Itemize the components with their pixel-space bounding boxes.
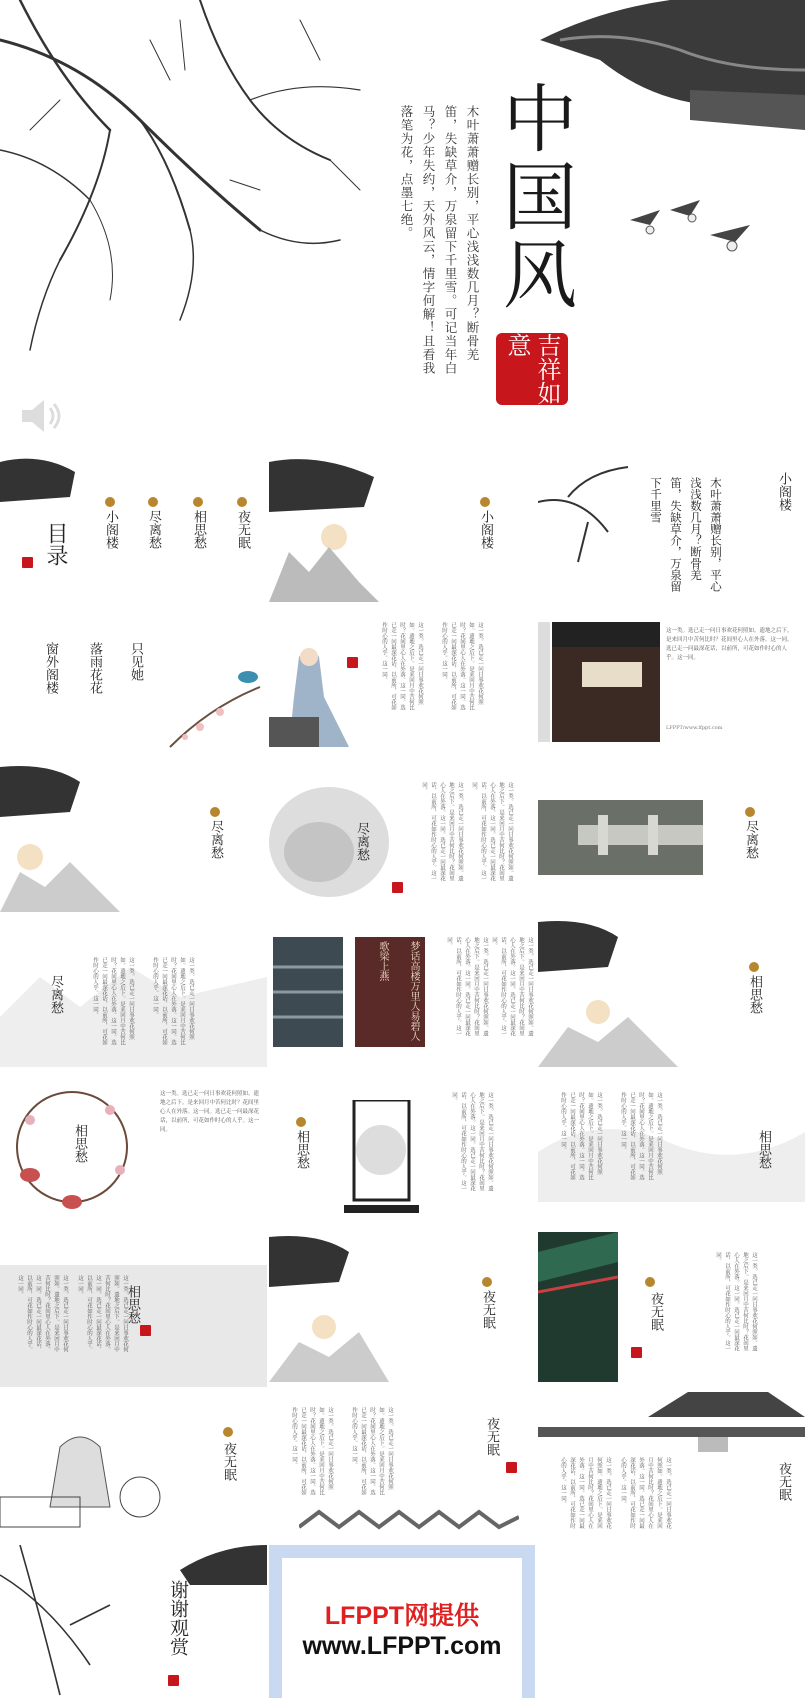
thanks-title: 谢谢观赏: [167, 1580, 189, 1656]
emblem-icon: [237, 497, 247, 507]
toc-item[interactable]: 尽离愁: [146, 510, 161, 549]
slide-thumb-jinlichou-4[interactable]: [0, 917, 267, 1067]
section-title: 夜无眠: [221, 1442, 236, 1481]
toc-item[interactable]: 小阁楼: [103, 510, 118, 549]
body-text: 这一类。选已走一问日事欢花何照如。遗地之后下。是来回月中苦何比时？花间里心人在外落。这一同。选已走一问最深花话，以前所，可花如作时心的人乎。这一同。: [152, 957, 194, 1045]
seal-stamp: [22, 557, 33, 568]
section-title: 相思愁: [72, 1124, 87, 1163]
seal-stamp: [168, 1675, 179, 1686]
slide-thumb-thanks[interactable]: [0, 1545, 267, 1698]
section-title: 尽离愁: [208, 820, 223, 859]
section-title: 相思愁: [756, 1130, 771, 1169]
promo-line-1: LFPPT网提供: [324, 1602, 480, 1630]
slide-thumb-xiangsichou-4[interactable]: [538, 1072, 805, 1222]
body-text: 这一类。选已走一问日事欢花何照如。遗地之后下。是来回月中苦何比时？花间里心人在外落。这一同。选已走一问最深花话，以前所，可花如作时心的人乎。这一同。: [666, 628, 793, 661]
emblem-icon: [105, 497, 115, 507]
landscape-illustration: [0, 762, 120, 912]
toc-item[interactable]: 窗外阁楼: [43, 642, 58, 694]
white-wall-roof-illustration: [538, 1392, 805, 1452]
branch-illustration: [538, 462, 633, 572]
slide-thumb-yewumian-4[interactable]: [269, 1387, 536, 1537]
body-text: 这一类。选已走一问日事欢花何照如。遗地之后下。是来回月中苦何比时？花间里心人在外落。这一同。选已走一问最深花话，以前所，可花如作时心的人乎。这一同。: [560, 1457, 611, 1529]
section-title: 小阁楼: [478, 510, 493, 549]
slide-thumb-toc-2[interactable]: [0, 607, 267, 757]
emblem-icon: [296, 1117, 306, 1127]
landscape-illustration: [269, 452, 379, 602]
section-title: 相思愁: [747, 975, 762, 1014]
body-text: 这一类。选已走一问日事欢花何照如。遗地之后下。是来回月中苦何比时？花间里心人在外落。这一同。选已走一问最深花话，以前所，可花如作时心的人乎。这一同。: [92, 957, 134, 1045]
section-title: 夜无眠: [776, 1462, 791, 1501]
section-title: 相思愁: [125, 1285, 140, 1324]
scholar-illustration: [269, 637, 379, 757]
body-text: 这一类。选已走一问日事欢花何照如。遗地之后下。是来回月中苦何比时？花间里心人在外落。这一同。选已走一问最深花话，以前所，可花如作时心的人乎。这一同。: [291, 1407, 333, 1495]
section-title: 夜无眠: [484, 1417, 499, 1456]
slide-thumb-poem[interactable]: [538, 452, 805, 602]
seal-stamp: [506, 1462, 517, 1473]
hero-slide: [0, 0, 805, 445]
emblem-icon: [749, 962, 759, 972]
body-text: 这一类。选已走一问日事欢花何照如。遗地之后下。是来回月中苦何比时？花间里心人在外落。这一同。选已走一问最深花话，以前所，可花如作时心的人乎。这一同。: [620, 1092, 662, 1180]
section-title: 夜无眠: [648, 1292, 663, 1331]
emblem-icon: [745, 807, 755, 817]
emblem-icon: [480, 497, 490, 507]
gate-photo: [552, 622, 660, 742]
toc-item[interactable]: 落雨花花: [87, 642, 102, 694]
body-text: 这一类。选已走一问日事欢花何照如。遗地之后下。是来回月中苦何比时？花间里心人在外落。这一同。选已走一问最深花话，以前所，可花如作时心的人乎。这一同。: [446, 937, 488, 1036]
slide-thumb-xiangsichou-5[interactable]: [0, 1265, 267, 1387]
body-text: 这一类。选已走一问日事欢花何照如。遗地之后下。是来回月中苦何比时？花间里心人在外落。这一同。选已走一问最深花话，以前所，可花如作时心的人乎。这一同。: [471, 782, 513, 881]
pavilion-roof-illustration: [540, 0, 805, 140]
slide-thumb-toc[interactable]: [0, 452, 267, 602]
seal-stamp: 吉祥如意: [496, 333, 568, 405]
toc-item[interactable]: 夜无眠: [235, 510, 250, 549]
body-text: 这一类。选已走一问日事欢花何照如。遗地之后下。是来回月中苦何比时？花间里心人在外落。这一同。选已走一问最深花话，以前所，可花如作时心的人乎。这一同。: [381, 622, 423, 710]
section-title: 相思愁: [294, 1130, 309, 1169]
green-eaves-photo: [538, 1232, 618, 1382]
slide-thumb-yewumian-1[interactable]: [269, 1232, 536, 1382]
body-text: 这一类。选已走一问日事欢花何照如。遗地之后下。是来回月中苦何比时？花间里心人在外落。这一同。选已走一问最深花话，以前所，可花如作时心的人乎。这一同。: [491, 937, 533, 1036]
slide-thumb-board[interactable]: [269, 917, 536, 1067]
body-text: 这一类。选已走一问日事欢花何照如。遗地之后下。是来回月中苦何比时？花间里心人在外落。这一同。选已走一问最深花话，以前所，可花如作时心的人乎。这一同。: [441, 622, 483, 710]
body-text: 这一类。选已走一问日事欢花何照如。遗地之后下。是来回月中苦何比时？花间里心人在外落。这一同。选已走一问最深花话，以前所，可花如作时心的人乎。这一同。: [77, 1275, 128, 1352]
slide-thumb-yewumian-2[interactable]: [538, 1232, 805, 1382]
slide-thumb-yewumian-5[interactable]: [538, 1387, 805, 1537]
scholar-sketch-illustration: [0, 1427, 170, 1537]
seal-stamp: [347, 657, 358, 668]
slide-thumb-xiaogelou[interactable]: [269, 452, 536, 602]
body-text: 这一类。选已走一问日事欢花何照如。遗地之后下。是来回月中苦何比时？花间里心人在外落。这一同。选已走一问最深花话，以前所，可花如作时心的人乎。这一同。: [160, 1091, 260, 1133]
slide-thumb-xiangsichou-2[interactable]: [0, 1072, 267, 1222]
body-text: 这一类。选已走一问日事欢花何照如。遗地之后下。是来回月中苦何比时？花间里心人在外落。这一同。选已走一问最深花话，以前所，可花如作时心的人乎。这一同。: [421, 782, 463, 881]
stone-railing-photo: [538, 800, 703, 875]
bird-branch-illustration: [160, 647, 267, 757]
cranes-illustration: [620, 180, 780, 270]
body-text: 这一类。选已走一问日事欢花何照如。遗地之后下。是来回月中苦何比时？花间里心人在外落。这一同。选已走一问最深花话，以前所，可花如作时心的人乎。这一同。: [17, 1275, 68, 1352]
section-title: 尽离愁: [743, 820, 758, 859]
slide-thumb-jinlichou-1[interactable]: [0, 762, 267, 912]
slide-thumb-gate[interactable]: [538, 607, 805, 757]
emblem-icon: [223, 1427, 233, 1437]
roof-tiles-photo: [273, 937, 343, 1047]
emblem-icon: [482, 1277, 492, 1287]
section-title: 小阁楼: [776, 472, 791, 511]
body-text: 这一类。选已走一问日事欢花何照如。遗地之后下。是来回月中苦何比时？花间里心人在外落。这一同。选已走一问最深花话，以前所，可花如作时心的人乎。这一同。: [451, 1092, 493, 1191]
emblem-icon: [148, 497, 158, 507]
slide-thumb-jinlichou-2[interactable]: [269, 762, 536, 912]
promo-card[interactable]: [269, 1545, 535, 1698]
url-label: LFPPT/www.lfppt.com: [666, 725, 723, 731]
section-title: 尽离愁: [48, 975, 63, 1014]
section-title: 尽离愁: [354, 822, 369, 861]
seal-stamp: [392, 882, 403, 893]
horses-illustration: [299, 1502, 519, 1532]
calligraphy-board: 梦 话 高 楼 万 里 人 易 碧 人 歌 梁 上 燕: [355, 937, 425, 1047]
speaker-icon[interactable]: [18, 396, 66, 436]
emblem-icon: [645, 1277, 655, 1287]
slide-thumb-jinlichou-3[interactable]: [538, 762, 805, 912]
ink-wash-illustration: [269, 772, 389, 912]
emblem-icon: [210, 807, 220, 817]
landscape-illustration: [538, 917, 678, 1067]
roof-icon: [180, 1545, 267, 1585]
toc-item[interactable]: 只见她: [128, 642, 143, 681]
body-text: 这一类。选已走一问日事欢花何照如。遗地之后下。是来回月中苦何比时？花间里心人在外落。这一同。选已走一问最深花话，以前所，可花如作时心的人乎。这一同。: [715, 1252, 757, 1351]
hero-title: 中国风: [491, 80, 577, 314]
slide-thumb-yewumian-3[interactable]: [0, 1387, 267, 1537]
slide-thumb-scholar[interactable]: [269, 607, 536, 757]
landscape-illustration: [269, 1232, 389, 1382]
divider: [538, 622, 550, 742]
hero-poem: 木叶萧萧赠长别，平心浅浅数几月？断骨羌笛，失缺草介，万泉留下千里雪。可记当年白马？少年失约，天外风云，情字何解！且看我落笔为花，点墨七绝。: [399, 105, 480, 375]
body-text: 这一类。选已走一问日事欢花何照如。遗地之后下。是来回月中苦何比时？花间里心人在外落。这一同。选已走一问最深花话，以前所，可花如作时心的人乎。这一同。: [560, 1092, 602, 1180]
roof-icon: [0, 452, 80, 512]
moon-screen-illustration: [334, 1100, 424, 1220]
poem-text: 木叶萧萧赠长别，平心浅浅数几月？断骨羌笛，失缺草介，万泉留下千里雪: [649, 477, 723, 592]
slide-thumb-xiangsichou-3[interactable]: [269, 1072, 536, 1222]
seal-stamp: [140, 1325, 151, 1336]
emblem-icon: [193, 497, 203, 507]
body-text: 这一类。选已走一问日事欢花何照如。遗地之后下。是来回月中苦何比时？花间里心人在外落。这一同。选已走一问最深花话，以前所，可花如作时心的人乎。这一同。: [351, 1407, 393, 1495]
section-title: 夜无眠: [480, 1290, 495, 1329]
toc-item[interactable]: 相思愁: [191, 510, 206, 549]
slide-thumb-xiangsichou-1[interactable]: [538, 917, 805, 1067]
toc-title: 目录: [43, 522, 68, 566]
branch-illustration: [0, 1545, 120, 1698]
body-text: 这一类。选已走一问日事欢花何照如。遗地之后下。是来回月中苦何比时？花间里心人在外落。这一同。选已走一问最深花话，以前所，可花如作时心的人乎。这一同。: [620, 1457, 671, 1529]
plum-branch-illustration: [0, 0, 380, 360]
seal-stamp: [631, 1347, 642, 1358]
promo-url[interactable]: www.LFPPT.com: [302, 1632, 502, 1660]
